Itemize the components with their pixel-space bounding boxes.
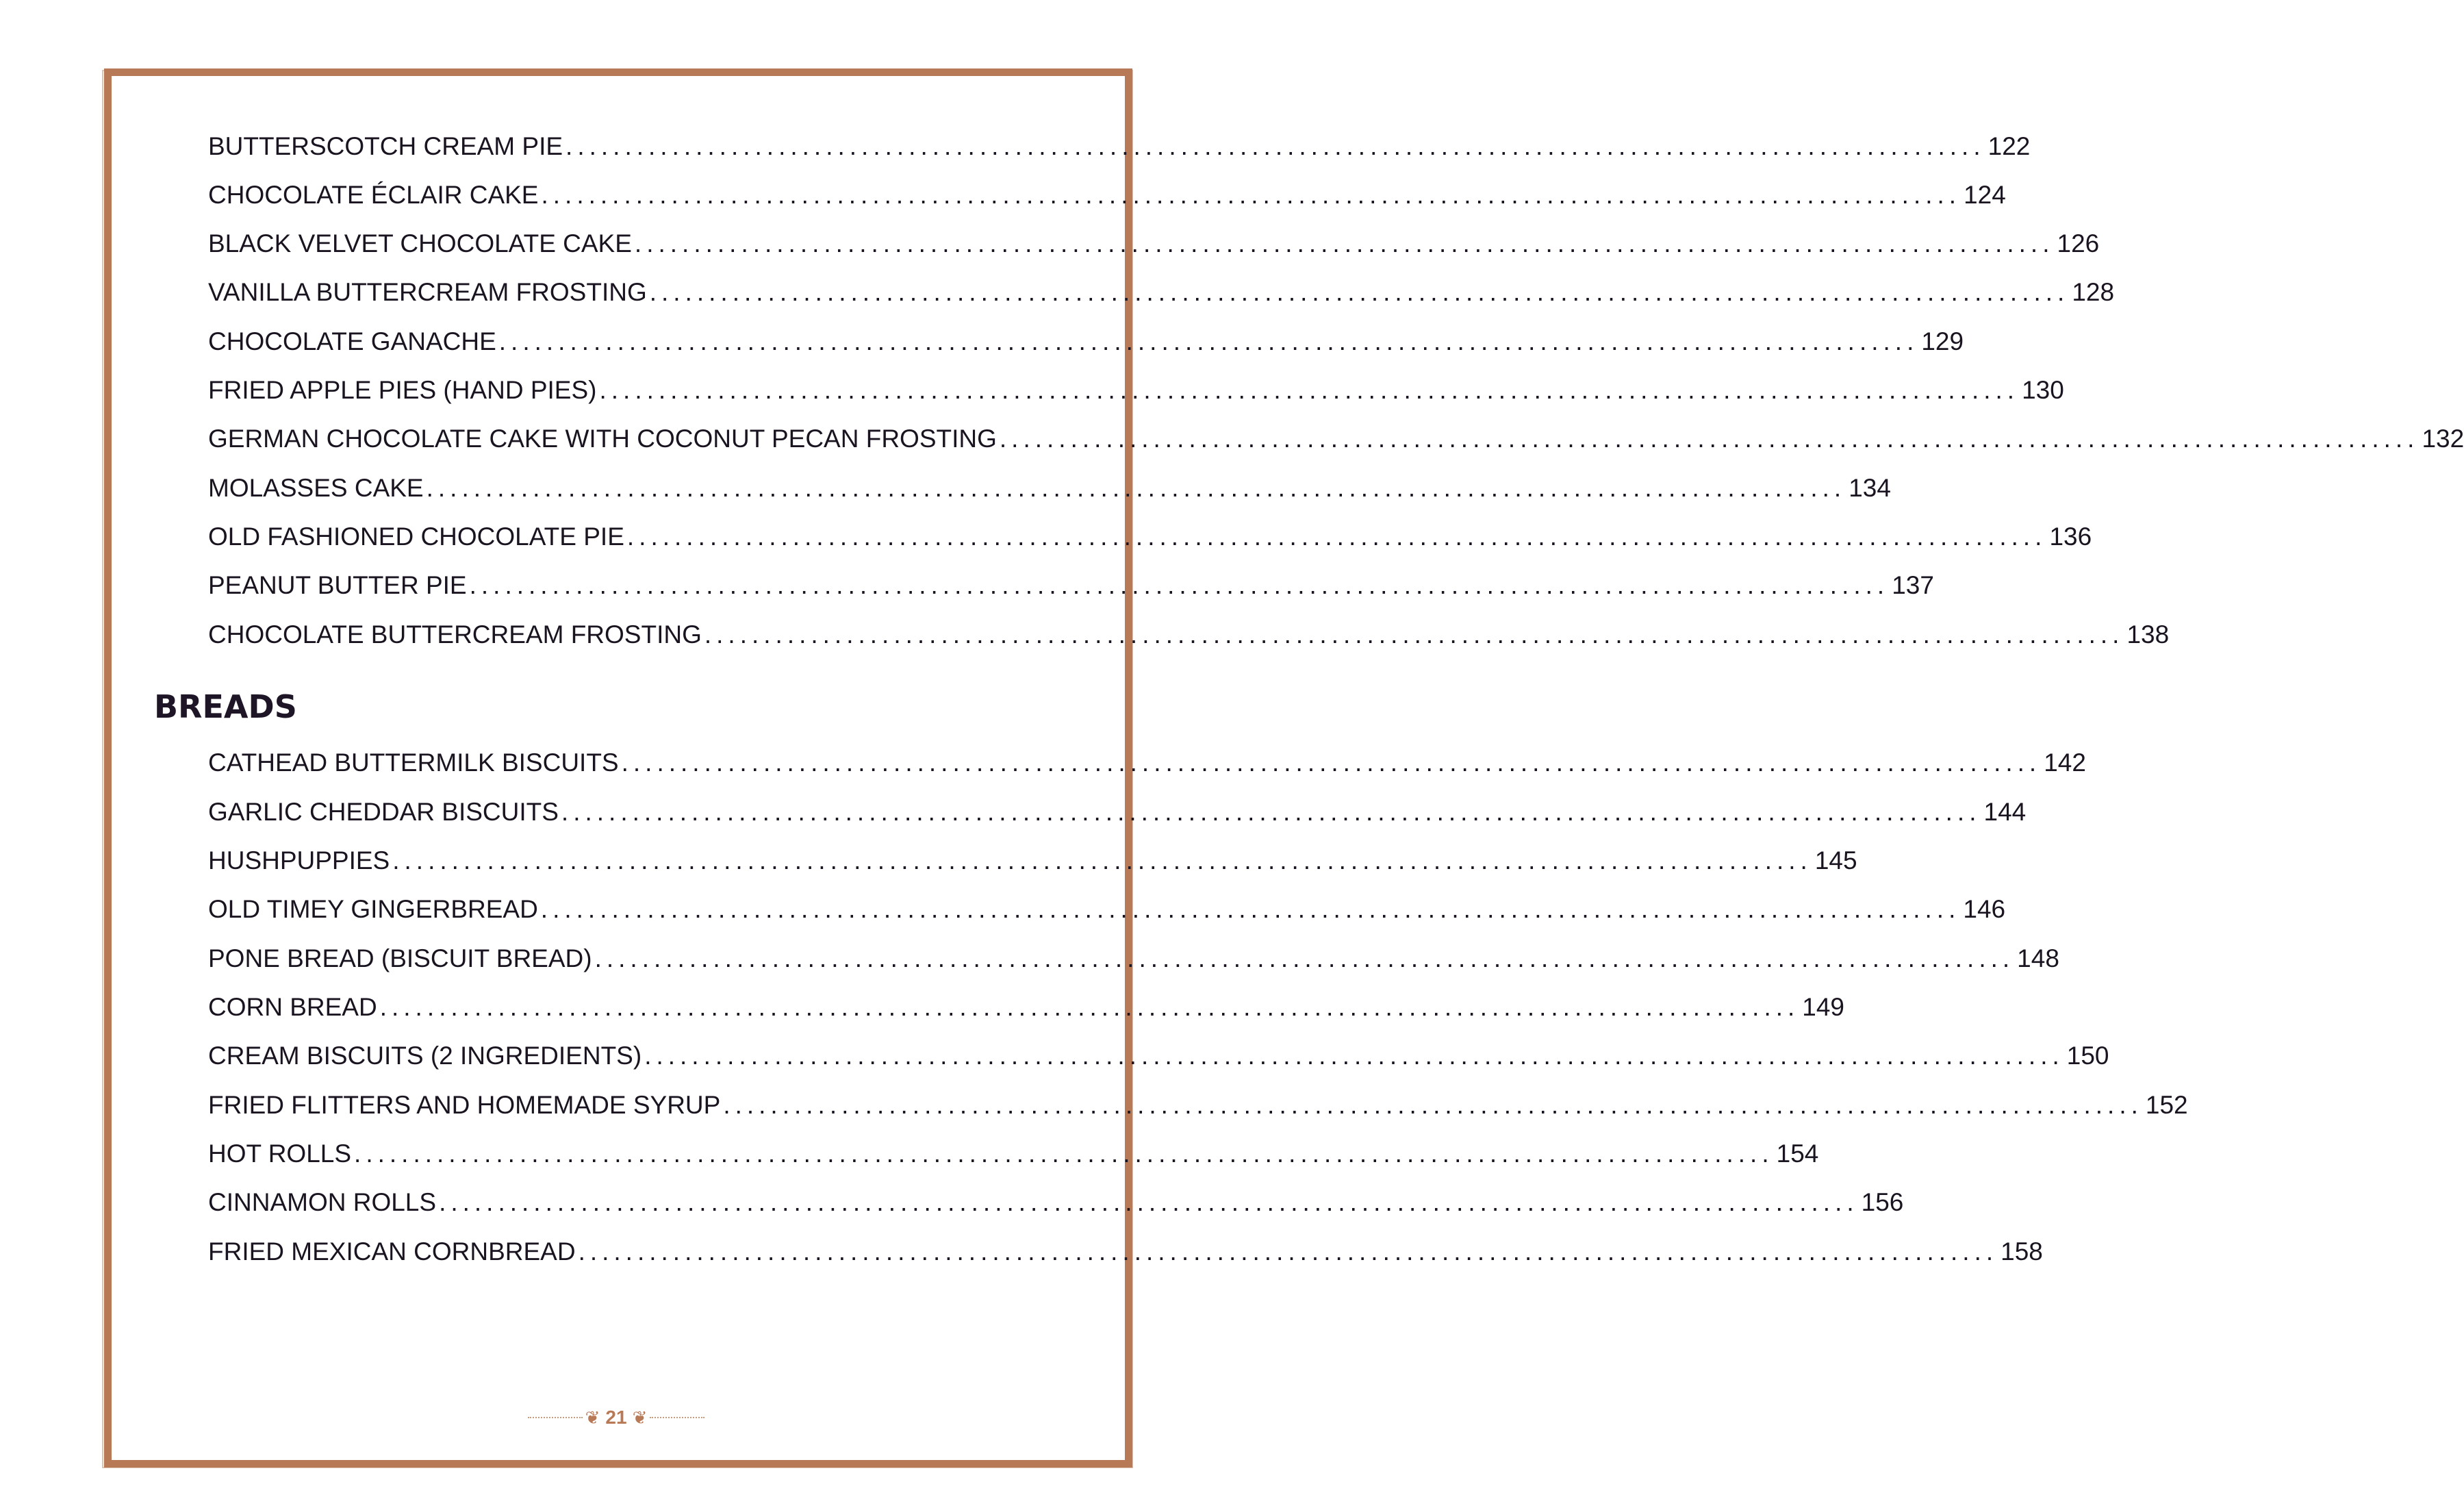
dot-leader: ........................................................................................................................ xyxy=(426,474,1846,502)
dot-leader: ........................................................................................................................ xyxy=(379,993,1800,1021)
toc-entry-title: CORN BREAD xyxy=(208,993,377,1021)
toc-entry-page: 137 xyxy=(1892,571,1934,599)
toc-entry-page: 134 xyxy=(1849,474,1891,502)
toc-entry[interactable] xyxy=(208,571,1934,605)
toc-entry[interactable] xyxy=(208,748,2086,783)
toc-entry-title: CHOCOLATE GANACHE xyxy=(208,327,496,355)
toc-entry[interactable] xyxy=(208,620,2170,655)
toc-entry-page: 149 xyxy=(1802,993,1845,1021)
toc-entry[interactable] xyxy=(208,327,1964,362)
toc-entry[interactable] xyxy=(208,132,2031,166)
dot-leader: ........................................................................................................................ xyxy=(704,620,2124,649)
dot-leader: ........................................................................................................................ xyxy=(561,798,1981,826)
dot-leader: ........................................................................................................................ xyxy=(999,425,2419,453)
toc-entry-page: 144 xyxy=(1983,798,2027,826)
toc-entry-title: CHOCOLATE ÉCLAIR CAKE xyxy=(208,181,539,209)
dot-leader: ........................................................................................................................ xyxy=(541,181,1961,209)
toc-entry-page: 129 xyxy=(1921,327,1964,355)
toc-entry-title: VANILLA BUTTERCREAM FROSTING xyxy=(208,278,647,306)
toc-entry[interactable] xyxy=(208,376,2064,410)
toc-entry[interactable] xyxy=(208,425,2464,459)
toc-entry-title: MOLASSES CAKE xyxy=(208,474,424,502)
dot-leader: ........................................................................................................................ xyxy=(723,1091,2143,1119)
toc-entry[interactable] xyxy=(208,181,2006,215)
toc-entry-title: PONE BREAD (BISCUIT BREAD) xyxy=(208,944,592,972)
dot-leader: ........................................................................................................................ xyxy=(498,327,1919,355)
dot-leader: ........................................................................................................................ xyxy=(626,523,2047,551)
toc-entry[interactable] xyxy=(208,523,2092,557)
dot-leader: ........................................................................................................................ xyxy=(540,895,1961,923)
floral-flourish-icon: ❦ xyxy=(632,1407,648,1428)
page-footer xyxy=(527,1402,705,1433)
floral-flourish-icon: ❦ xyxy=(585,1407,600,1428)
toc-entry[interactable] xyxy=(208,944,2059,979)
dot-leader: ........................................................................................................................ xyxy=(578,1237,1998,1266)
toc-entry-title: HOT ROLLS xyxy=(208,1140,352,1168)
toc-entry-title: OLD TIMEY GINGERBREAD xyxy=(208,895,538,923)
toc-entry[interactable] xyxy=(208,1091,2188,1125)
toc-entry-title: CINNAMON ROLLS xyxy=(208,1188,437,1216)
dot-leader: ........................................................................................................................ xyxy=(634,229,2055,257)
toc-entry[interactable] xyxy=(208,993,1845,1027)
toc-entry-title: PEANUT BUTTER PIE xyxy=(208,571,467,599)
dot-leader: ........................................................................................................................ xyxy=(594,944,2015,972)
toc-entry-page: 154 xyxy=(1776,1140,1819,1168)
dot-leader: ........................................................................................................................ xyxy=(621,748,2042,777)
toc-entry[interactable] xyxy=(208,278,2115,312)
toc-entry-title: FRIED FLITTERS AND HOMEMADE SYRUP xyxy=(208,1091,721,1119)
toc-entry[interactable] xyxy=(208,798,2027,832)
toc-entry[interactable] xyxy=(208,895,2006,929)
dot-leader: ........................................................................................................................ xyxy=(392,846,1812,874)
toc-entry-title: FRIED APPLE PIES (HAND PIES) xyxy=(208,376,597,404)
toc-entry-title: GARLIC CHEDDAR BISCUITS xyxy=(208,798,559,826)
page-number: 21 xyxy=(605,1407,627,1428)
toc-entry-title: GERMAN CHOCOLATE CAKE WITH COCONUT PECAN FROSTING xyxy=(208,425,997,453)
toc-entry[interactable] xyxy=(208,474,1891,508)
toc-entry[interactable] xyxy=(208,846,1857,881)
toc-entry-title: OLD FASHIONED CHOCOLATE PIE xyxy=(208,523,624,551)
toc-entry[interactable] xyxy=(208,1042,2109,1076)
toc-entry-page: 132 xyxy=(2422,425,2464,453)
toc-entry-page: 136 xyxy=(2049,523,2092,551)
footer-rule-right xyxy=(650,1417,704,1418)
toc-entry-page: 158 xyxy=(2001,1237,2043,1266)
toc-entry-page: 145 xyxy=(1814,846,1857,874)
toc-entry[interactable] xyxy=(208,229,2100,264)
toc-entry-title: BLACK VELVET CHOCOLATE CAKE xyxy=(208,229,632,257)
toc-entry-page: 142 xyxy=(2044,748,2086,777)
toc-entry[interactable] xyxy=(208,1237,2043,1272)
toc-entry[interactable] xyxy=(208,1188,1904,1222)
toc-entry-page: 124 xyxy=(1964,181,2006,209)
toc-entry[interactable] xyxy=(208,1140,1819,1174)
toc-entry-title: BUTTERSCOTCH CREAM PIE xyxy=(208,132,563,160)
toc-entry-page: 126 xyxy=(2057,229,2100,257)
toc-entry-page: 130 xyxy=(2022,376,2064,404)
dot-leader: ........................................................................................................................ xyxy=(599,376,2020,404)
dot-leader: ........................................................................................................................ xyxy=(469,571,1890,599)
section-heading: BREADS xyxy=(154,688,297,725)
toc-entry-title: FRIED MEXICAN CORNBREAD xyxy=(208,1237,576,1266)
toc-entry-title: CATHEAD BUTTERMILK BISCUITS xyxy=(208,748,619,777)
dot-leader: ........................................................................................................................ xyxy=(439,1188,1859,1216)
footer-rule-left xyxy=(528,1417,583,1418)
toc-entry-title: CHOCOLATE BUTTERCREAM FROSTING xyxy=(208,620,702,649)
dot-leader: ........................................................................................................................ xyxy=(354,1140,1774,1168)
toc-entry-page: 146 xyxy=(1963,895,2006,923)
dot-leader: ........................................................................................................................ xyxy=(649,278,2070,306)
dot-leader: ........................................................................................................................ xyxy=(644,1042,2064,1070)
toc-entry-page: 128 xyxy=(2072,278,2115,306)
toc-entry-title: HUSHPUPPIES xyxy=(208,846,390,874)
toc-entry-title: CREAM BISCUITS (2 INGREDIENTS) xyxy=(208,1042,642,1070)
toc-entry-page: 152 xyxy=(2145,1091,2188,1119)
toc-entry-page: 150 xyxy=(2066,1042,2109,1070)
toc-entry-page: 138 xyxy=(2126,620,2170,649)
toc-entry-page: 148 xyxy=(2017,944,2059,972)
toc-entry-page: 122 xyxy=(1987,132,2031,160)
toc-entry-page: 156 xyxy=(1861,1188,1904,1216)
dot-leader: ........................................................................................................................ xyxy=(566,132,1985,160)
